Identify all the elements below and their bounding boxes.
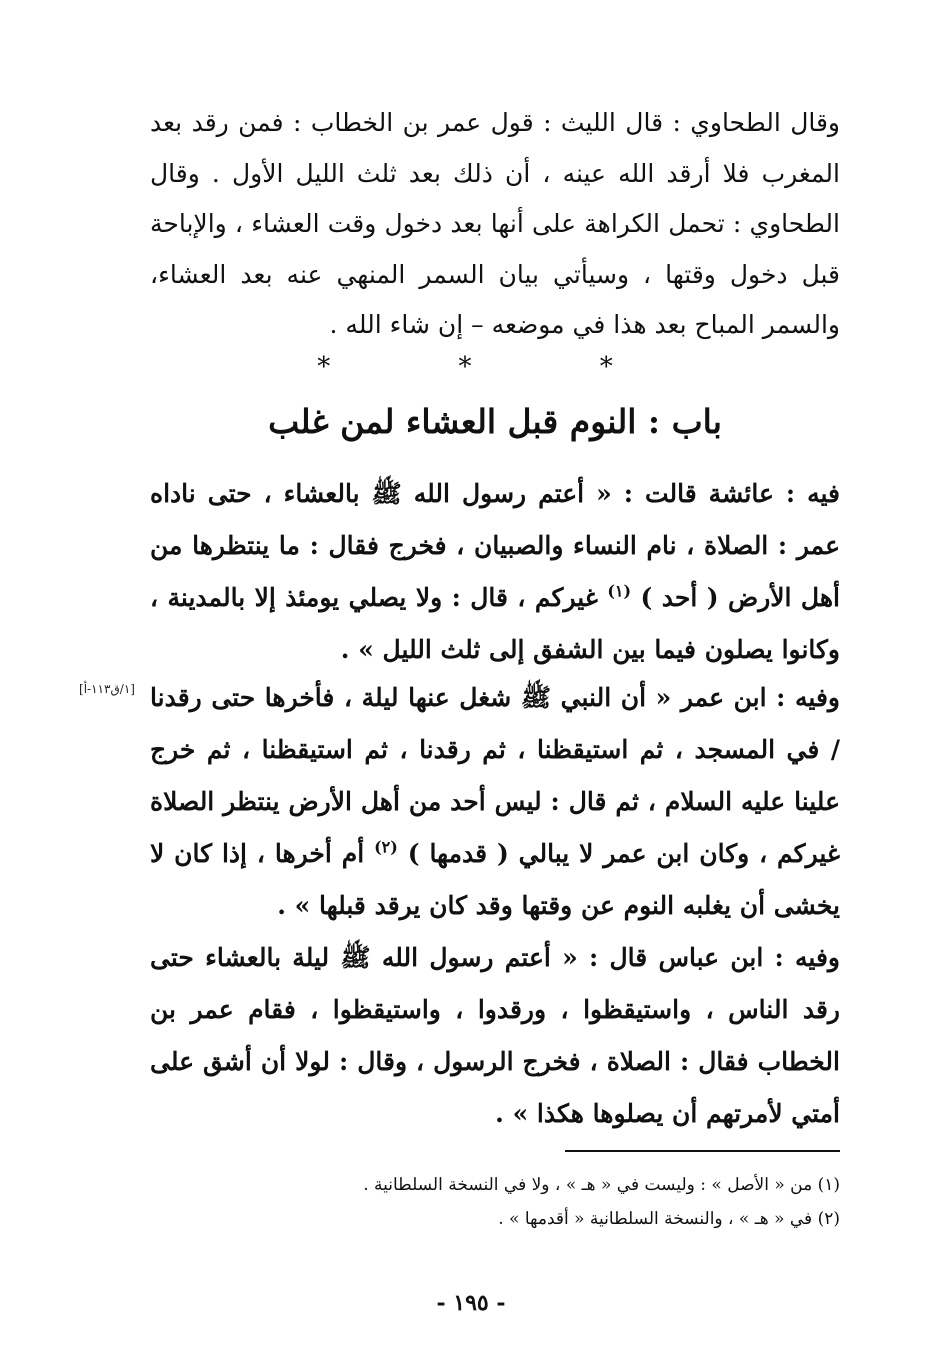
footnotes: [150, 1168, 840, 1236]
manuscript-margin-reference: [١/ق١١٣-أ]: [79, 682, 135, 696]
footnote-ref: (٢): [374, 837, 398, 857]
intro-paragraph: وقال الطحاوي : قال الليث : قول عمر بن الخطاب : فمن رقد بعد المغرب فلا أرقد الله عينه ، أن ذلك بعد ثلث الليل الأول . وقال الطحاوي : تحمل الكراهة على أنها بعد دخول وقت العشاء ، والإباحة قبل دخول وقتها ، وسيأتي بيان السمر المنهي عنه بعد العشاء، والسمر المباح بعد هذا في موضعه – إن شاء الله .: [150, 108, 840, 339]
paragraph-text: وفيه : ابن عمر « أن النبي ﷺ شغل عنها ليلة ، فأخرها حتى رقدنا / في المسجد ، ثم استيقظنا ، ثم رقدنا ، ثم استيقظنا ، ثم خرج علينا عليه السلام ، ثم قال : ليس أحد من أهل الأرض ينتظر الصلاة غيركم ، وكان ابن عمر لا يبالي ( قدمها ): [150, 683, 840, 868]
hadith-paragraph-aisha: [150, 468, 840, 676]
footnote-2: (٢) في « هـ » ، والنسخة السلطانية « أقدمها » .: [498, 1209, 840, 1229]
footnote-divider: [565, 1150, 840, 1152]
page-number: - ١٩٥ -: [436, 1290, 506, 1316]
footnote-1: (١) من « الأصل » : وليست في « هـ » ، ولا في النسخة السلطانية .: [363, 1175, 840, 1195]
paragraph-text: غيركم ، قال : ولا يصلي يومئذ إلا بالمدينة ، وكانوا يصلون فيما بين الشفق إلى ثلث الليل » .: [150, 583, 840, 664]
section-separator: * * *: [317, 352, 673, 382]
paragraph-text: فيه : عائشة قالت : « أعتم رسول الله ﷺ بالعشاء ، حتى ناداه عمر : الصلاة ، نام النساء والصبيان ، فخرج فقال : ما ينتظرها من أهل الأرض ( أحد ): [150, 479, 840, 612]
chapter-title: باب : النوم قبل العشاء لمن غلب: [268, 402, 722, 441]
footnote-ref: (١): [607, 581, 632, 601]
hadith-paragraph-ibn-umar: [150, 672, 840, 932]
paragraph-text: أم أخرها ، إذا كان لا يخشى أن يغلبه النوم عن وقتها وقد كان يرقد قبلها » .: [150, 839, 840, 920]
hadith-paragraph-ibn-abbas: وفيه : ابن عباس قال : « أعتم رسول الله ﷺ ليلة بالعشاء حتى رقد الناس ، واستيقظوا ، ورقدوا ، واستيقظوا ، فقام عمر بن الخطاب فقال : الصلاة ، فخرج الرسول ، وقال : لولا أن أشق على أمتي لأمرتهم أن يصلوها هكذا » .: [150, 943, 840, 1128]
